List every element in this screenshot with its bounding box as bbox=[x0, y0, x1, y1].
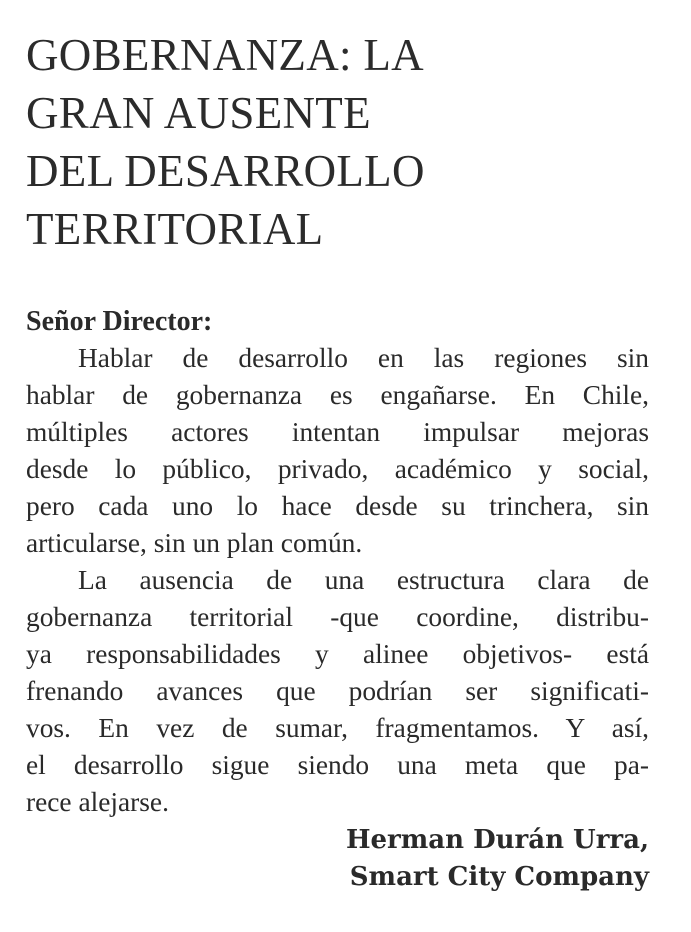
text-line: rece alejarse. bbox=[26, 787, 169, 817]
letter-page bbox=[26, 26, 649, 896]
text-line: gobernanza territorial -que coordine, distribu- bbox=[26, 602, 649, 632]
salutation: Señor Director: bbox=[26, 306, 213, 337]
text-line: La ausencia de una estructura clara de bbox=[78, 565, 649, 595]
text-line: pero cada uno lo hace desde su trinchera, sin bbox=[26, 491, 649, 521]
text-line: el desarrollo sigue siendo una meta que pa- bbox=[26, 750, 649, 780]
headline-line: DEL DESARROLLO bbox=[26, 146, 425, 196]
text-line: desde lo público, privado, académico y social, bbox=[26, 454, 649, 484]
paragraph-1 bbox=[26, 340, 649, 562]
headline bbox=[26, 26, 649, 258]
signature-company: Smart City Company bbox=[349, 862, 649, 892]
signature-name: Herman Durán Urra, bbox=[345, 825, 649, 855]
text-line: Hablar de desarrollo en las regiones sin bbox=[78, 343, 649, 373]
paragraph-2 bbox=[26, 562, 649, 821]
text-line: vos. En vez de sumar, fragmentamos. Y así, bbox=[26, 713, 649, 743]
headline-line: GOBERNANZA: LA bbox=[26, 30, 424, 80]
text-line: frenando avances que podrían ser significati- bbox=[26, 676, 649, 706]
signature bbox=[26, 822, 649, 896]
headline-line: TERRITORIAL bbox=[26, 204, 324, 254]
text-line: hablar de gobernanza es engañarse. En Chile, bbox=[26, 380, 649, 410]
text-line: articularse, sin un plan común. bbox=[26, 528, 363, 558]
text-line: múltiples actores intentan impulsar mejoras bbox=[26, 417, 649, 447]
headline-line: GRAN AUSENTE bbox=[26, 88, 371, 138]
text-line: ya responsabilidades y alinee objetivos- está bbox=[26, 639, 649, 669]
